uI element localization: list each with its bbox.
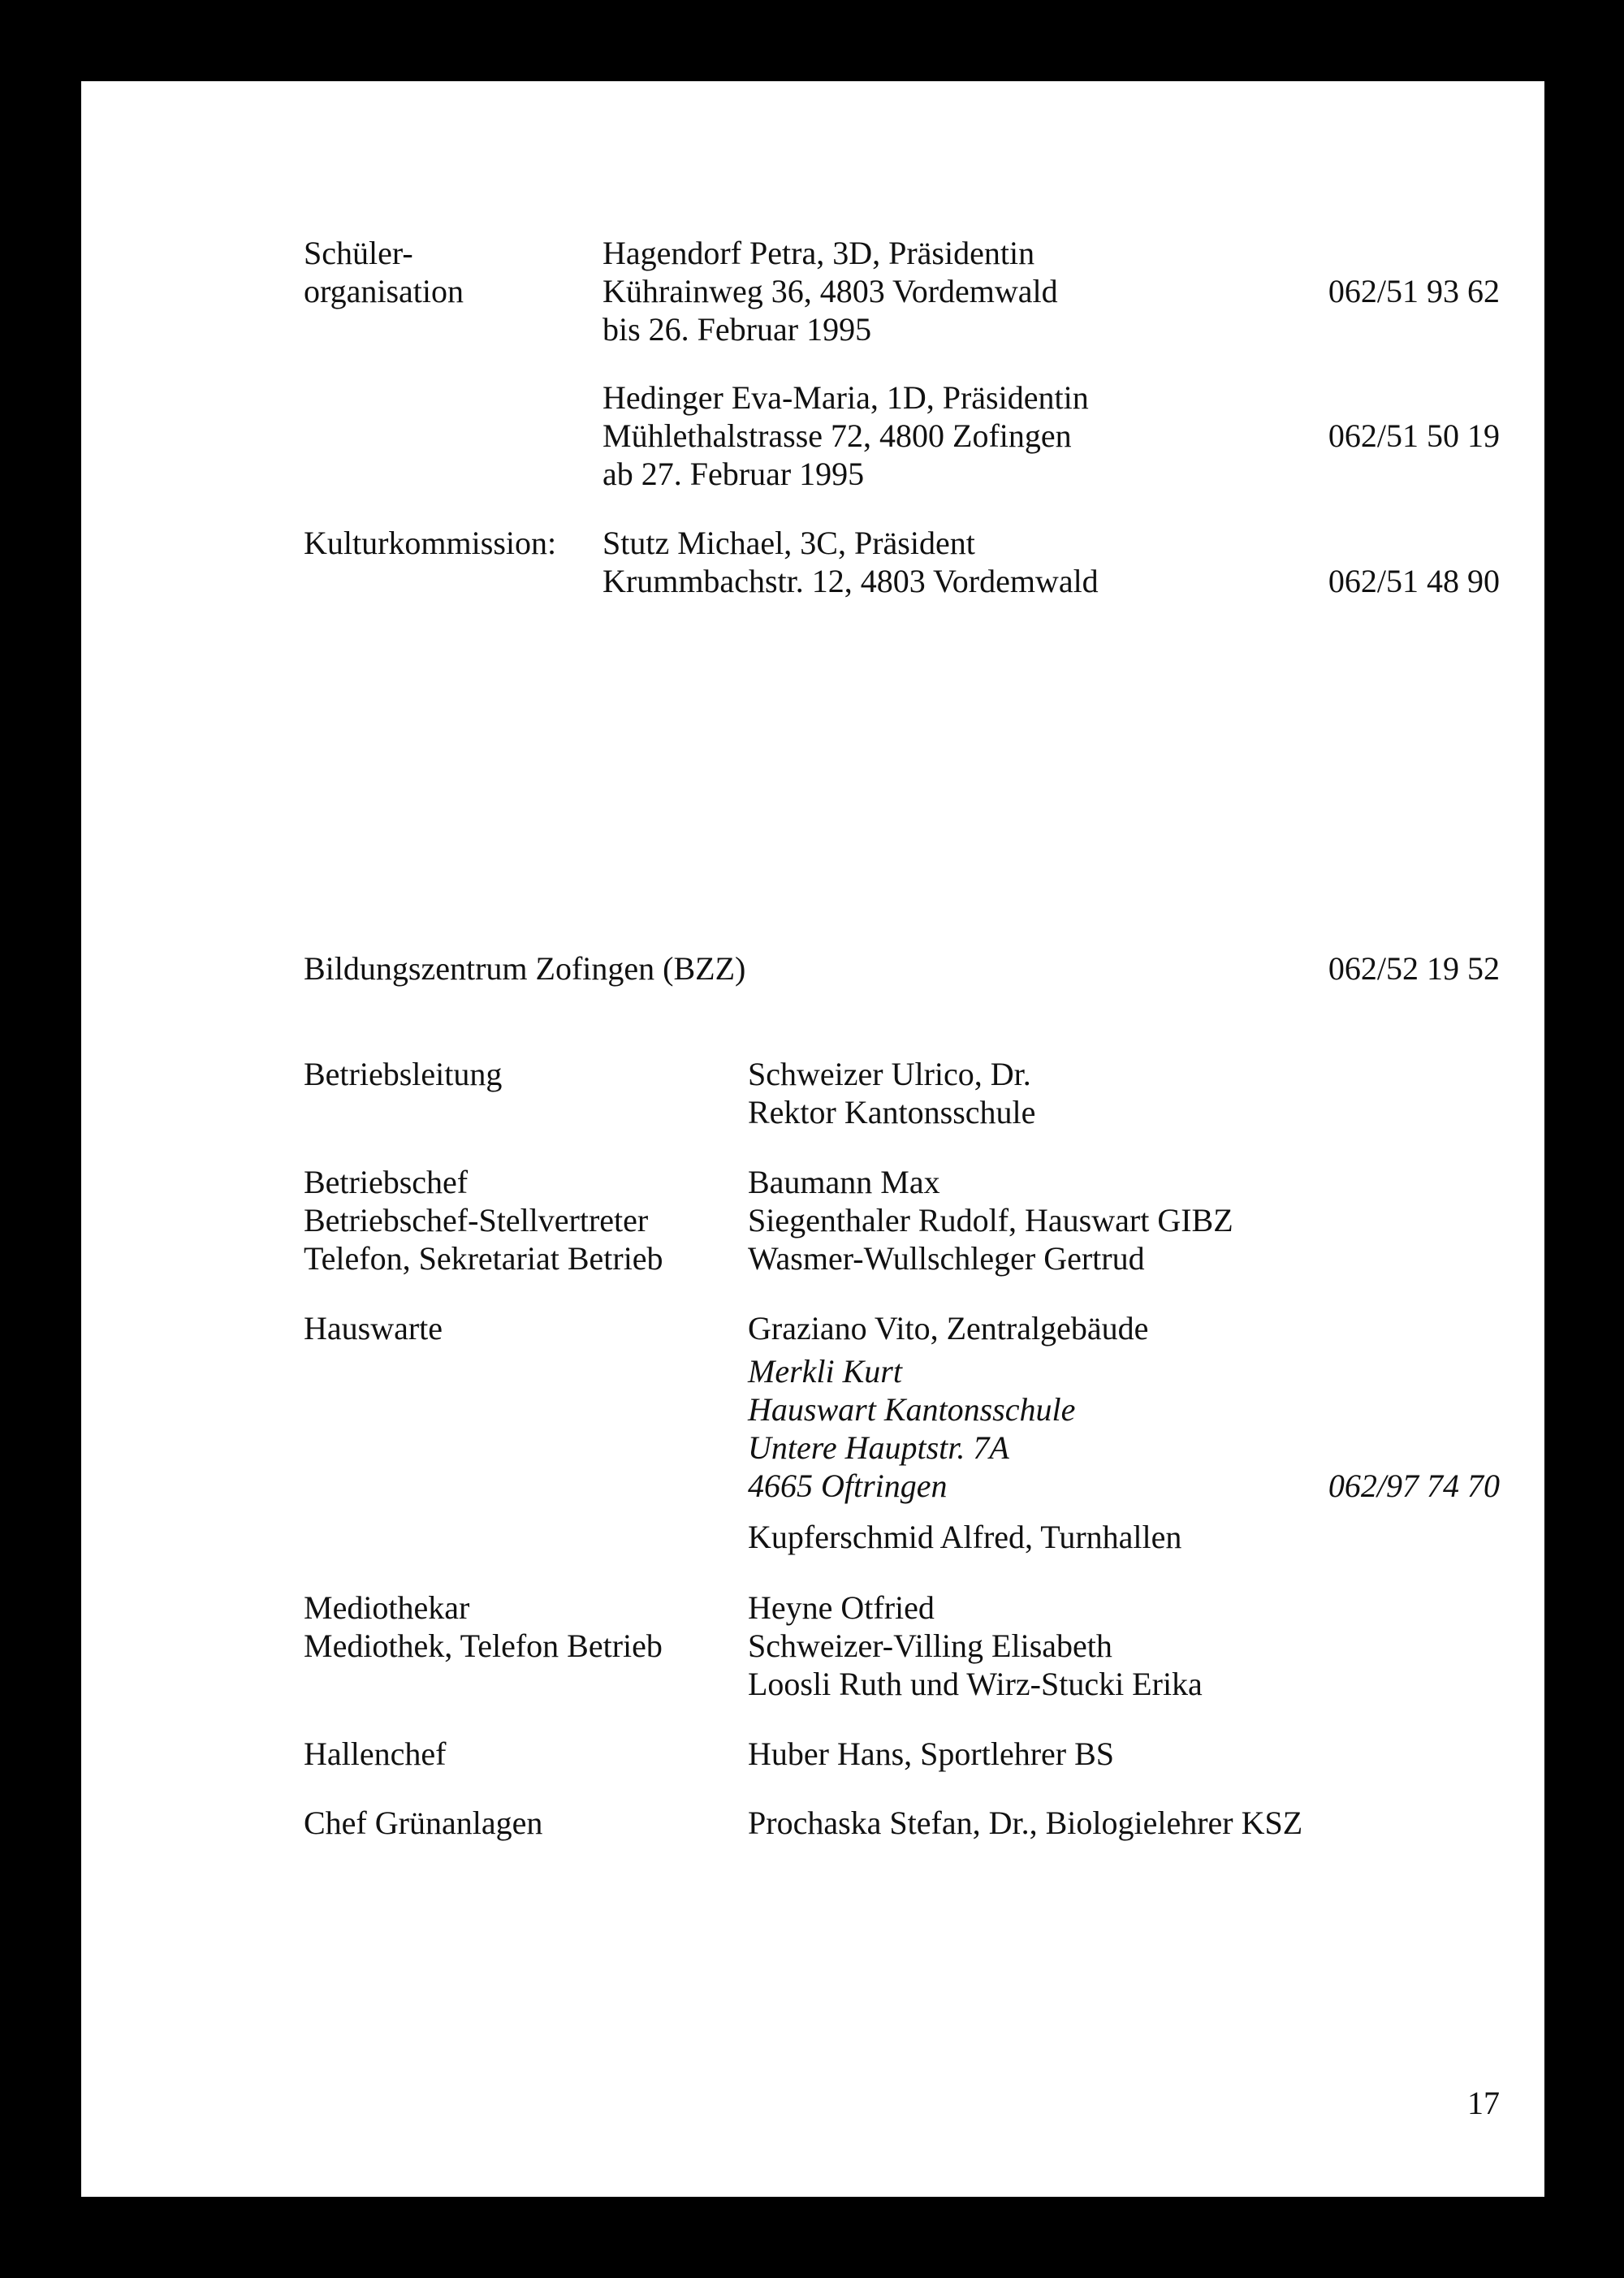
hallenchef-label: Hallenchef	[304, 1736, 447, 1772]
schueler-entry2-phone: 062/51 50 19	[1328, 417, 1500, 454]
kulturkommission-phone: 062/51 48 90	[1328, 563, 1500, 599]
gruenanlagen-label: Chef Grünanlagen	[304, 1805, 543, 1841]
schueler-entry1-address: Kührainweg 36, 4803 Vordemwald	[603, 273, 1058, 309]
hauswarte-italic-phone: 062/97 74 70	[1328, 1468, 1500, 1504]
gruenanlagen-name: Prochaska Stefan, Dr., Biologielehrer KSZ	[748, 1805, 1303, 1841]
schueler-entry1-name: Hagendorf Petra, 3D, Präsidentin	[603, 235, 1035, 271]
betriebsleitung-name: Schweizer Ulrico, Dr.	[748, 1056, 1031, 1092]
mediothek-name1: Schweizer-Villing Elisabeth	[748, 1627, 1112, 1664]
betriebsleitung-label: Betriebsleitung	[304, 1056, 503, 1092]
betriebschef-label: Betriebschef	[304, 1164, 469, 1200]
mediothekar-name: Heyne Otfried	[748, 1589, 935, 1626]
betriebschef-name: Baumann Max	[748, 1164, 940, 1200]
sekretariat-label: Telefon, Sekretariat Betrieb	[304, 1240, 663, 1277]
schueler-label-line1: Schüler-	[304, 235, 413, 271]
hauswarte-italic-street: Untere Hauptstr. 7A	[748, 1429, 1009, 1466]
hauswarte-italic-name: Merkli Kurt	[748, 1353, 902, 1390]
betriebsleitung-title: Rektor Kantonsschule	[748, 1094, 1036, 1130]
schueler-entry1-date: bis 26. Februar 1995	[603, 311, 872, 348]
hauswarte-name1: Graziano Vito, Zentralgebäude	[748, 1310, 1149, 1346]
schueler-entry2-date: ab 27. Februar 1995	[603, 456, 865, 492]
hauswarte-name2: Kupferschmid Alfred, Turnhallen	[748, 1519, 1182, 1555]
stellvertreter-label: Betriebschef-Stellvertreter	[304, 1202, 649, 1238]
kulturkommission-name: Stutz Michael, 3C, Präsident	[603, 525, 975, 561]
schueler-entry2-name: Hedinger Eva-Maria, 1D, Präsidentin	[603, 379, 1089, 416]
kulturkommission-label: Kulturkommission:	[304, 525, 557, 561]
mediothekar-label: Mediothekar	[304, 1589, 470, 1626]
schueler-entry2-address: Mühlethalstrasse 72, 4800 Zofingen	[603, 417, 1072, 454]
hauswarte-italic-city: 4665 Oftringen	[748, 1468, 948, 1504]
schueler-entry1-phone: 062/51 93 62	[1328, 273, 1500, 309]
stellvertreter-name: Siegenthaler Rudolf, Hauswart GIBZ	[748, 1202, 1233, 1238]
bzz-title: Bildungszentrum Zofingen (BZZ)	[304, 950, 746, 987]
schueler-label-line2: organisation	[304, 273, 464, 309]
page-number: 17	[1467, 2085, 1500, 2121]
mediothek-label: Mediothek, Telefon Betrieb	[304, 1627, 663, 1664]
hauswarte-label: Hauswarte	[304, 1310, 443, 1346]
kulturkommission-address: Krummbachstr. 12, 4803 Vordemwald	[603, 563, 1099, 599]
document-page	[81, 81, 1544, 2197]
sekretariat-name: Wasmer-Wullschleger Gertrud	[748, 1240, 1145, 1277]
mediothek-name2: Loosli Ruth und Wirz-Stucki Erika	[748, 1666, 1203, 1702]
bzz-phone: 062/52 19 52	[1328, 950, 1500, 987]
hallenchef-name: Huber Hans, Sportlehrer BS	[748, 1736, 1115, 1772]
hauswarte-italic-title: Hauswart Kantonsschule	[748, 1391, 1076, 1428]
